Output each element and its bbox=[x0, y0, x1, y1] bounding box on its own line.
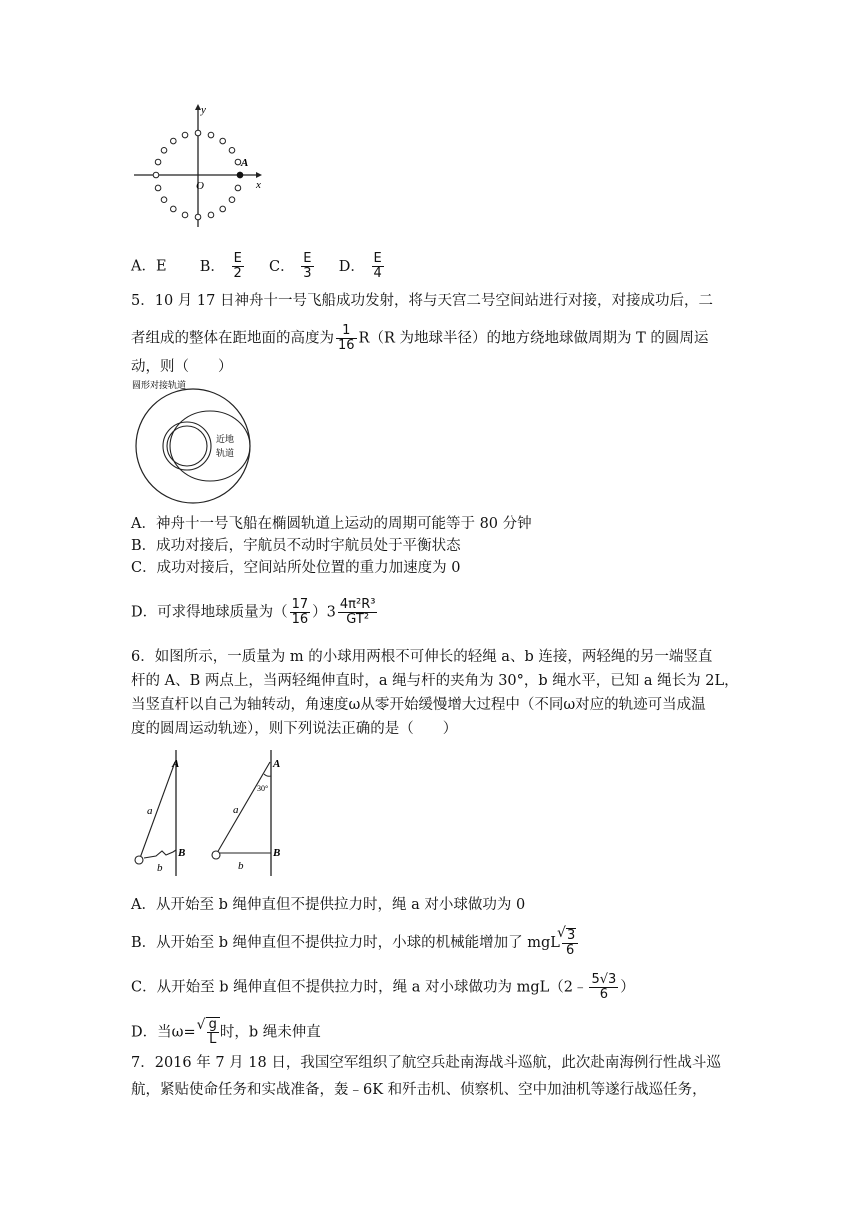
ring-charge bbox=[208, 132, 214, 138]
left-rope-a-label: a bbox=[147, 805, 153, 817]
q5-stem-line-2: 者组成的整体在距地面的高度为 $\frac{1}{16}$ R（R 为地球半径）的地方绕地球做周期为 T 的圆周运 bbox=[131, 323, 709, 353]
q6-option-b-fraction: √ $\frac{3}{6}$ bbox=[562, 928, 578, 958]
q5-stem-line-3: 动，则（ ） bbox=[131, 359, 233, 375]
q6-stem-line-2: 杆的 A、B 两点上，当两轻绳伸直时，a 绳与杆的夹角为 30°，b 绳水平，已知 a 绳长为 2L， bbox=[131, 673, 739, 689]
q4-options bbox=[131, 252, 386, 281]
q6-stem-line-3: 当竖直杆以自己为轴转动，角速度ω从零开始缓慢增大过程中（不同ω对应的轨迹可当成温 bbox=[131, 697, 706, 713]
earth bbox=[167, 426, 207, 466]
ring-charge bbox=[235, 159, 241, 165]
ring-charge bbox=[220, 206, 226, 212]
inner-orbit-label-1: 近地 bbox=[216, 434, 235, 444]
ring-charge bbox=[171, 206, 177, 212]
ring-charge bbox=[229, 148, 235, 154]
ring-charge bbox=[171, 138, 177, 144]
q5-option-d[interactable]: D．可求得地球质量为（ $\frac{17}{16}$ ）3 $\frac{\text{4π²R³}}{\text{GT²}}$ bbox=[131, 597, 376, 627]
q6-option-c-fraction: $\frac{5√3}{6}$ bbox=[591, 972, 617, 1002]
q4-option-c-fraction: $\frac{E}{3}$ bbox=[303, 251, 312, 281]
right-rope-b-label: b bbox=[238, 860, 244, 872]
q5-option-c[interactable]: C．成功对接后，空间站所处位置的重力加速度为 0 bbox=[131, 560, 461, 576]
q5-stem-line-1: 5．10 月 17 日神舟十一号飞船成功发射，将与天宫二号空间站进行对接，对接成功后，二 bbox=[131, 293, 713, 309]
q5-height-fraction: $\frac{1}{16}$ bbox=[338, 323, 355, 353]
point-a-charge bbox=[237, 172, 243, 178]
q5-option-d-fraction-2: $\frac{\text{4π²R³}}{\text{GT²}}$ bbox=[339, 597, 376, 627]
q4-option-d-fraction: $\frac{E}{4}$ bbox=[373, 251, 382, 281]
left-point-b-label: B bbox=[178, 847, 186, 859]
q5-option-b[interactable]: B．成功对接后，宇航员不动时宇航员处于平衡状态 bbox=[131, 538, 461, 554]
circular-docking-orbit bbox=[136, 389, 250, 503]
q7-stem-line-2: 航，紧贴使命任务和实战准备，轰﹣6K 和歼击机、侦察机、空中加油机等遂行战巡任务， bbox=[131, 1082, 707, 1098]
ring-charge bbox=[208, 212, 214, 218]
outer-orbit-label: 圆形对接轨道 bbox=[132, 380, 187, 390]
ring-charge bbox=[161, 148, 167, 154]
q4-option-d[interactable]: D． $\frac{E}{4}$ bbox=[338, 251, 382, 281]
q6-option-d[interactable]: D．当ω= √ $\frac{g}{L}$ 时，b 绳未伸直 bbox=[131, 1017, 321, 1047]
y-axis-label: y bbox=[201, 104, 206, 116]
q5-option-a[interactable]: A．神舟十一号飞船在椭圆轨道上运动的周期可能等于 80 分钟 bbox=[131, 516, 532, 532]
x-axis-arrow bbox=[256, 172, 262, 178]
q6-option-a[interactable]: A．从开始至 b 绳伸直但不提供拉力时，绳 a 对小球做功为 0 bbox=[131, 897, 526, 913]
q6-option-c[interactable]: C．从开始至 b 绳伸直但不提供拉力时，绳 a 对小球做功为 mgL（2﹣ $\frac{5√3}{6}$ ） bbox=[131, 972, 635, 1002]
ring-charge bbox=[235, 185, 241, 191]
q4-option-c[interactable]: C． $\frac{E}{3}$ bbox=[269, 251, 312, 281]
left-rope-b-label: b bbox=[157, 862, 163, 874]
point-a-label: A bbox=[241, 157, 249, 169]
angle-label: 30° bbox=[257, 784, 269, 793]
inner-orbit-label-2: 轨道 bbox=[216, 448, 235, 458]
right-point-a-label: A bbox=[273, 758, 281, 770]
ring-charge bbox=[161, 197, 167, 203]
q4-charge-ring-figure bbox=[128, 100, 268, 232]
left-point-a-label: A bbox=[172, 758, 180, 770]
right-point-b-label: B bbox=[273, 847, 281, 859]
right-rope-a bbox=[217, 762, 270, 853]
q4-option-b-fraction: $\frac{E}{2}$ bbox=[233, 251, 242, 281]
ring-charge bbox=[195, 214, 201, 220]
ring-charge bbox=[155, 185, 161, 191]
angle-arc bbox=[264, 774, 271, 776]
ring-charge bbox=[153, 172, 159, 178]
q6-option-b[interactable]: B．从开始至 b 绳伸直但不提供拉力时，小球的机械能增加了 mgL √ $\frac{3}{6}$ bbox=[131, 928, 580, 958]
q5-option-d-fraction-1: $\frac{17}{16}$ bbox=[291, 597, 309, 627]
elliptical-orbit bbox=[170, 411, 250, 481]
right-rope-a-label: a bbox=[233, 804, 239, 816]
q7-stem-line-1: 7．2016 年 7 月 18 日，我国空军组织了航空兵赴南海战斗巡航，此次赴南海例行性战斗巡 bbox=[131, 1055, 721, 1071]
q4-option-a[interactable]: A．E bbox=[131, 258, 167, 275]
ring-charge bbox=[229, 197, 235, 203]
ring-charge bbox=[155, 159, 161, 165]
q6-stem-line-4: 度的圆周运动轨迹），则下列说法正确的是（ ） bbox=[131, 721, 458, 737]
q4-option-b[interactable]: B． $\frac{E}{2}$ bbox=[199, 251, 242, 281]
x-axis-label: x bbox=[256, 179, 261, 191]
q6-rope-figures bbox=[128, 748, 298, 878]
right-ball bbox=[212, 851, 220, 859]
left-rope-a bbox=[140, 762, 175, 858]
ring-charge bbox=[220, 138, 226, 144]
q5-orbit-figure bbox=[130, 378, 270, 508]
q6-stem-line-1: 6．如图所示，一质量为 m 的小球用两根不可伸长的轻绳 a、b 连接，两轻绳的另一端竖直 bbox=[131, 649, 713, 665]
ring-charge bbox=[195, 130, 201, 136]
ring-charge bbox=[182, 212, 188, 218]
q6-option-d-sqrt: √ $\frac{g}{L}$ bbox=[206, 1017, 220, 1047]
left-ball bbox=[135, 856, 143, 864]
origin-label: O bbox=[196, 180, 204, 192]
left-rope-b-slack bbox=[144, 850, 176, 858]
ring-charge bbox=[182, 132, 188, 138]
